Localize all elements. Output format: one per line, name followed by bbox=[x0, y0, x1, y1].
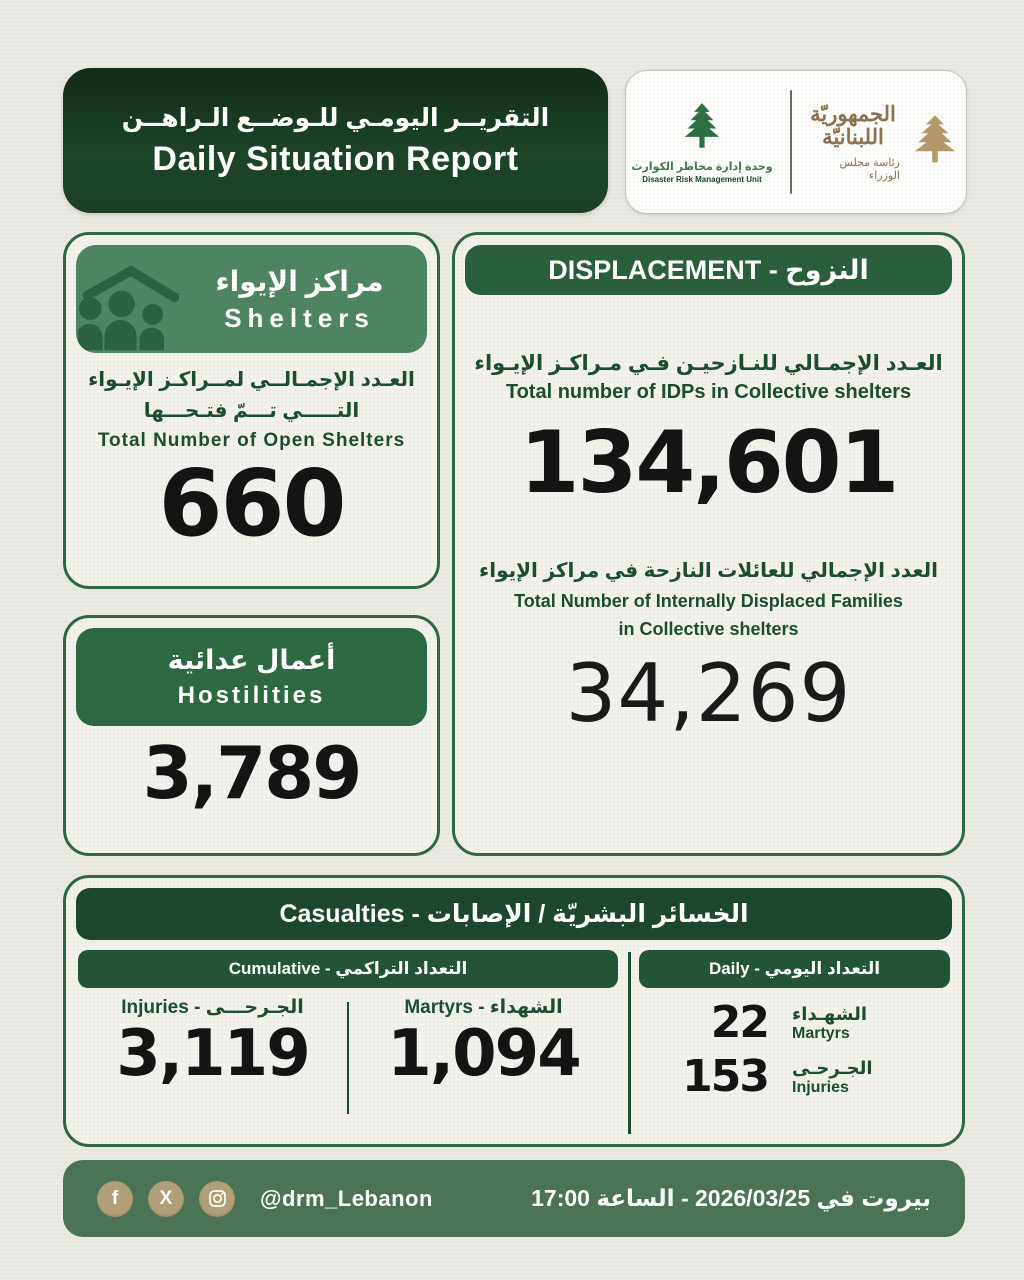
cumulative-section bbox=[78, 950, 618, 1134]
daily-martyrs-label-arabic: الشهـداء bbox=[792, 1003, 868, 1024]
cumulative-injuries-value: 3,119 bbox=[116, 1017, 309, 1091]
hostilities-card-header bbox=[76, 628, 427, 726]
drm-logo bbox=[628, 101, 776, 184]
cumulative-martyrs-value: 1,094 bbox=[387, 1017, 580, 1091]
x-icon[interactable]: X bbox=[148, 1181, 184, 1217]
logos-card bbox=[625, 70, 967, 214]
drm-name-english: Disaster Risk Management Unit bbox=[642, 174, 762, 184]
social-handle[interactable]: @drm_Lebanon bbox=[260, 1185, 433, 1211]
report-title-arabic: التقريــر اليومـي للـوضــع الـراهــن bbox=[121, 103, 550, 132]
daily-martyrs-label-english: Martyrs bbox=[792, 1024, 850, 1042]
daily-injuries-label-arabic: الجـرحـى bbox=[792, 1057, 873, 1078]
cumulative-section-header: التعداد التراكمي - Cumulative bbox=[78, 950, 618, 988]
shelters-title-arabic: مراكز الإيواء bbox=[215, 265, 384, 297]
daily-martyrs-row bbox=[639, 997, 950, 1048]
shelter-people-icon bbox=[78, 253, 182, 353]
shelters-description-english: Total Number of Open Shelters bbox=[97, 430, 406, 451]
cumulative-martyrs bbox=[349, 996, 618, 1091]
daily-martyrs-value: 22 bbox=[710, 997, 768, 1048]
instagram-icon[interactable] bbox=[199, 1181, 235, 1217]
lebanese-republic-logo bbox=[806, 102, 964, 182]
daily-injuries-row bbox=[639, 1051, 950, 1103]
footer-bar bbox=[63, 1160, 965, 1237]
cumulative-injuries bbox=[78, 996, 347, 1091]
idps-description-english: Total number of IDPs in Collective shelters bbox=[505, 381, 912, 403]
families-description-arabic: العدد الإجمالي للعائلات النازحة في مراكز الإيواء bbox=[479, 560, 938, 583]
green-cedar-tree-icon bbox=[675, 101, 729, 158]
report-datetime: بيروت في 2026/03/25 - الساعة 17:00 bbox=[531, 1185, 931, 1211]
families-description-english: Total Number of Internally Displaced Families in Collective shelters bbox=[514, 591, 903, 640]
shelters-description-arabic: العـدد الإجمـالــي لمــراكـز الإيـواء التـــــي تـــمّ فتـحـــها bbox=[88, 369, 415, 422]
displacement-card-header: النزوح - DISPLACEMENT bbox=[465, 245, 952, 295]
facebook-icon[interactable]: f bbox=[97, 1181, 133, 1217]
drm-name-arabic: وحدة إدارة مخاطر الكوارث bbox=[631, 160, 773, 173]
hostilities-title-english: Hostilities bbox=[177, 681, 326, 709]
cumulative-martyrs-label: الشهداء - Martyrs bbox=[404, 997, 563, 1018]
republic-name-line1: الجمهوريّة bbox=[810, 100, 896, 126]
daily-section-header: التعداد اليومي - Daily bbox=[639, 950, 950, 988]
daily-section bbox=[639, 950, 950, 1134]
shelters-card-header bbox=[76, 245, 427, 353]
daily-injuries-value: 153 bbox=[682, 1051, 768, 1103]
idps-block bbox=[455, 351, 962, 513]
republic-name-line2: اللبنانيّة bbox=[822, 124, 884, 149]
displacement-card bbox=[452, 232, 965, 856]
shelters-card bbox=[63, 232, 440, 589]
cumulative-daily-divider bbox=[628, 952, 631, 1134]
casualties-card-header: الخسائر البشريّة / الإصابات - Casualties bbox=[76, 888, 952, 940]
daily-injuries-label-english: Injuries bbox=[792, 1078, 849, 1096]
families-value: 34,269 bbox=[565, 647, 852, 741]
hostilities-card bbox=[63, 615, 440, 856]
shelters-title-english: Shelters bbox=[224, 302, 375, 333]
hostilities-value: 3,789 bbox=[142, 731, 361, 815]
casualties-card bbox=[63, 875, 965, 1147]
idps-description-arabic: العـدد الإجمـالي للنـازحيـن فـي مـراكـز الإيـواء bbox=[474, 352, 943, 375]
cumulative-injuries-label: الجـرحـــى - Injuries bbox=[121, 997, 304, 1018]
report-title-english: Daily Situation Report bbox=[152, 139, 519, 178]
open-shelters-value: 660 bbox=[158, 450, 345, 557]
report-title-card bbox=[63, 68, 608, 213]
republic-subtitle: رئاسة مجلس الوزراء bbox=[839, 157, 900, 183]
gold-cedar-tree-icon bbox=[906, 112, 964, 173]
logo-divider bbox=[790, 90, 792, 194]
idps-value: 134,601 bbox=[519, 413, 898, 513]
displaced-families-block bbox=[455, 558, 962, 741]
hostilities-title-arabic: أعمال عدائية bbox=[167, 644, 336, 675]
